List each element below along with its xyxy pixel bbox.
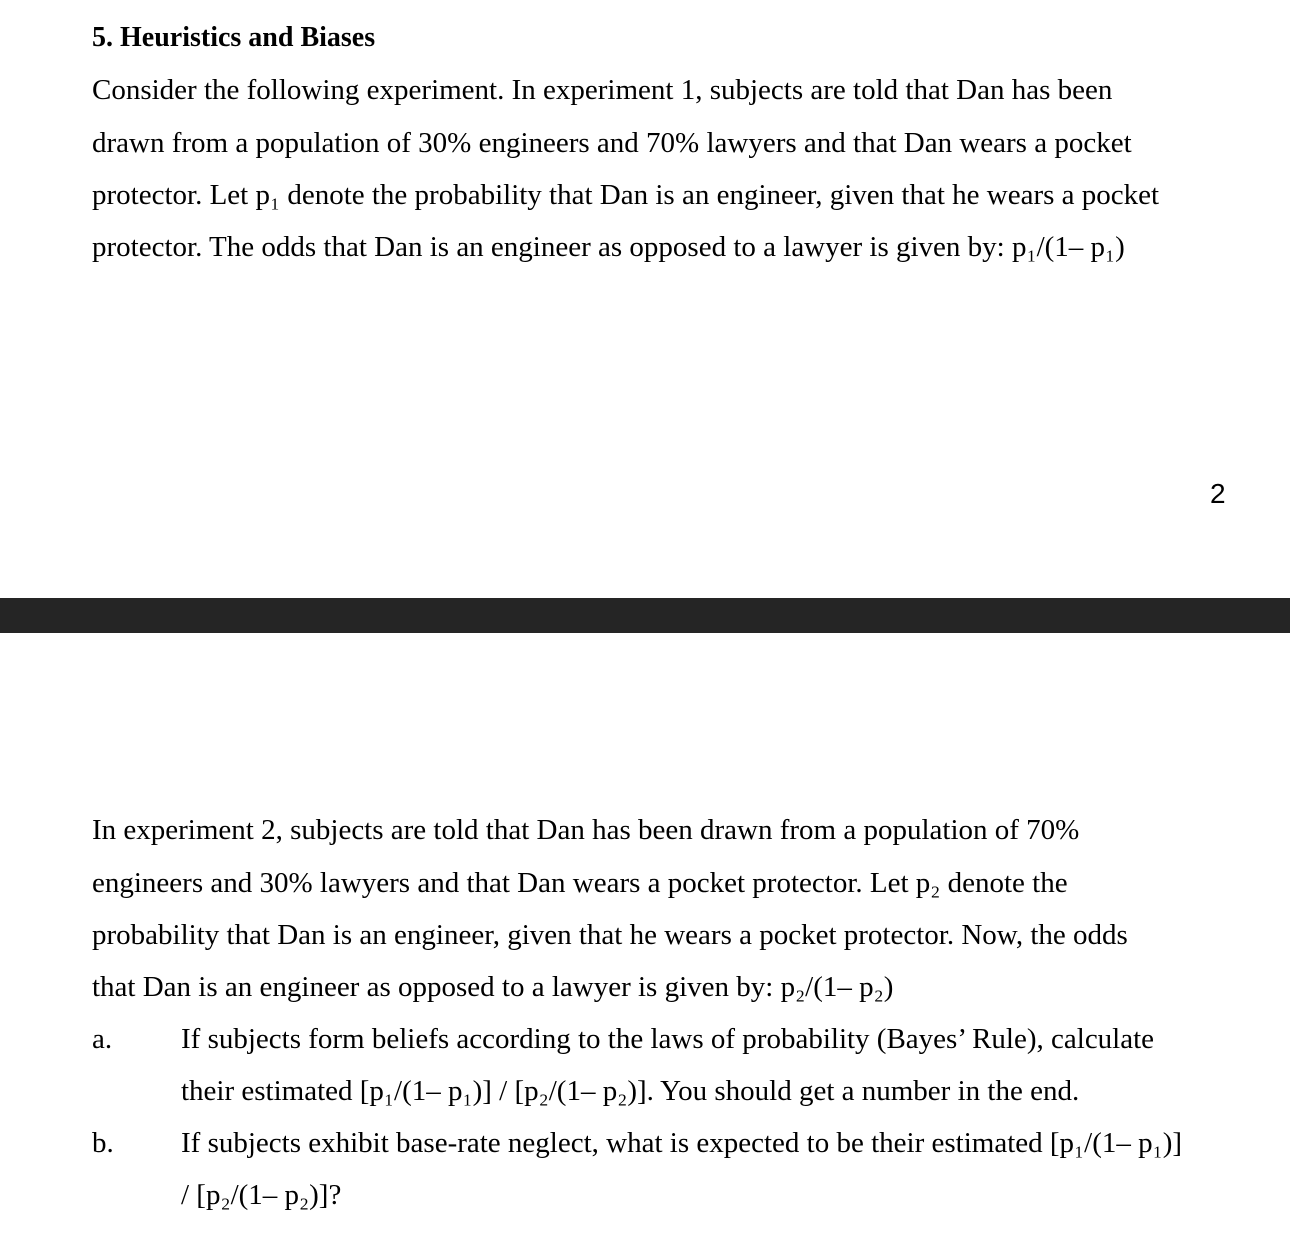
paragraph-line: protector. The odds that Dan is an engineer as opposed to a lawyer is given by: p₁/(1– p₁) [92, 231, 1125, 263]
paragraph-line: probability that Dan is an engineer, given that he wears a pocket protector. Now, the odds [92, 919, 1128, 951]
paragraph-line: In experiment 2, subjects are told that Dan has been drawn from a population of 70% [92, 814, 1080, 846]
list-item-b-line: If subjects exhibit base-rate neglect, what is expected to be their estimated [p₁/(1– p₁)] [181, 1127, 1183, 1159]
page-number: 2 [1210, 478, 1226, 509]
document-page-2 [0, 633, 1290, 1255]
list-item-a-line: If subjects form beliefs according to the laws of probability (Bayes’ Rule), calculate [181, 1023, 1155, 1055]
list-item-b-line: / [p₂/(1– p₂)]? [181, 1179, 342, 1211]
paragraph-line: engineers and 30% lawyers and that Dan wears a pocket protector. Let p₂ denote the [92, 867, 1068, 899]
paragraph-line: that Dan is an engineer as opposed to a lawyer is given by: p₂/(1– p₂) [92, 971, 894, 1003]
document-page-1 [0, 0, 1290, 598]
list-item-marker-a: a. [92, 1023, 113, 1055]
paragraph-line: drawn from a population of 30% engineers and 70% lawyers and that Dan wears a pocket [92, 127, 1132, 159]
list-item-marker-b: b. [92, 1127, 114, 1159]
list-item-a-line: their estimated [p₁/(1– p₁)] / [p₂/(1– p₂)]. You should get a number in the end. [181, 1075, 1080, 1107]
paragraph-line: Consider the following experiment. In experiment 1, subjects are told that Dan has been [92, 74, 1113, 106]
paragraph-line: protector. Let p₁ denote the probability that Dan is an engineer, given that he wears a pocket [92, 179, 1160, 211]
page-divider [0, 598, 1290, 633]
section-heading: 5. Heuristics and Biases [92, 22, 376, 53]
